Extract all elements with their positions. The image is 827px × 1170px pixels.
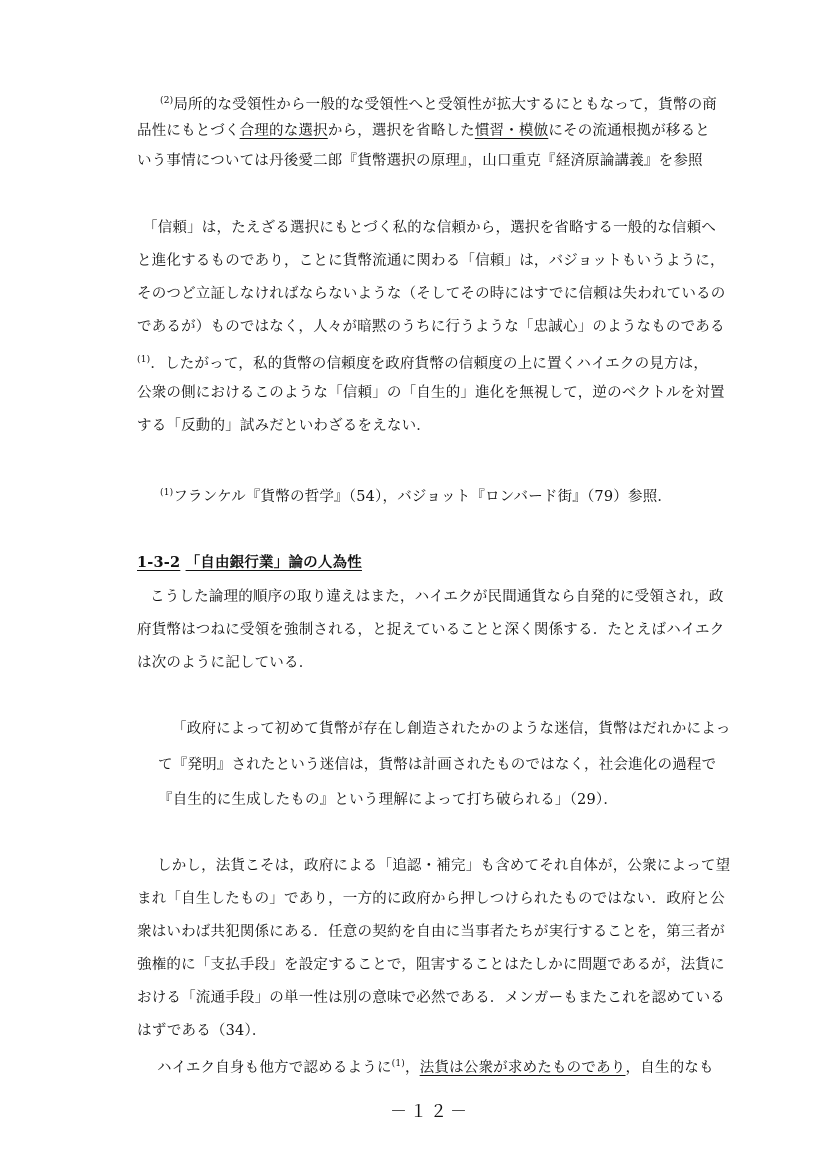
page-number: －１２－	[390, 1102, 470, 1122]
footnote-mark: (2)	[160, 96, 174, 106]
paragraph-line: そのつど立証しなければならないような（そしてその時にはすでに信頼は失われているの	[137, 286, 726, 302]
footnote-line: $^{(2)}$局所的な受領性から一般的な受領性へと受領性が拡大するにともなって，貨幣の商	[160, 96, 717, 113]
footnote-mark: (1)	[160, 488, 174, 498]
underlined-phrase: 法貨は公衆が求めたものであり	[419, 1060, 626, 1076]
paragraph-line: する「反動的」試みだといわざるをえない．	[137, 418, 431, 434]
quote-line: て『発明』されたという迷信は，貨幣は計画されたものではなく，社会進化の過程で	[158, 757, 717, 773]
paragraph-line: 強権的に「支払手段」を設定することで，阻害することはたしかに問題であるが，法貨に	[137, 957, 725, 973]
paragraph-line: こうした論理的順序の取り違えはまた，ハイエクが民間通貨なら自発的に受領され，政	[150, 589, 724, 605]
paragraph-line: 府貨幣はつねに受領を強制される，と捉えていることと深く関係する．たとえばハイエク	[137, 622, 725, 638]
underlined-phrase: 慣習・模倣	[474, 123, 549, 139]
section-number: 1-3-2	[137, 554, 181, 571]
paragraph-line: は次のように記している．	[137, 655, 314, 671]
paragraph-line: であるが）ものではなく，人々が暗黙のうちに行うような「忠誠心」のようなものである	[137, 319, 725, 335]
paragraph-line: 衆はいわば共犯関係にある．任意の契約を自由に当事者たちが実行することを，第三者が	[137, 924, 725, 940]
quote-line: 「政府によって初めて貨幣が存在し創造されたかのような迷信，貨幣はだれかによっ	[172, 721, 731, 737]
footnote-line: $^{(1)}$フランケル『貨幣の哲学』（54），バジョット『ロンバード街』（79）参照．	[160, 488, 673, 505]
paragraph-line: ハイエク自身も他方で認めるように$^{(1)}$，法貨は公衆が求めたものであり，自生的なも	[157, 1059, 714, 1076]
footnote-line: 品性にもとづく合理的な選択から，選択を省略した慣習・模倣にその流通根拠が移ると	[137, 123, 711, 139]
underlined-phrase: 合理的な選択	[239, 123, 328, 139]
paragraph-line: おける「流通手段」の単一性は別の意味で必然である．メンガーもまたこれを認めている	[137, 990, 725, 1006]
paragraph-line: 「信頼」は，たえざる選択にもとづく私的な信頼から，選択を省略する一般的な信頼へ	[143, 220, 717, 236]
paragraph-line: と進化するものであり，ことに貨幣流通に関わる「信頼」は，バジョットもいうように，	[137, 253, 725, 269]
paragraph-line: はずである（34）．	[137, 1023, 267, 1039]
paragraph-line: $^{(1)}$．したがって，私的貨幣の信頼度を政府貨幣の信頼度の上に置くハイエクの見方は，	[137, 355, 709, 372]
footnote-line: いう事情については丹後愛二郎『貨幣選択の原理』，山口重克『経済原論講義』を参照	[137, 153, 703, 169]
paragraph-line: しかし，法貨こそは，政府による「追認・補完」も含めてそれ自体が，公衆によって望	[157, 858, 731, 874]
paragraph-line: 公衆の側におけるこのような「信頼」の「自生的」進化を無視して，逆のベクトルを対置	[137, 385, 725, 401]
section-heading	[137, 554, 362, 572]
footnote-mark: (1)	[137, 355, 151, 365]
quote-line: 『自生的に生成したもの』という理解によって打ち破られる」（29）．	[158, 792, 619, 808]
paragraph-line: まれ「自生したもの」であり，一方的に政府から押しつけられたものではない．政府と公	[137, 891, 725, 907]
footnote-mark: (1)	[391, 1059, 405, 1069]
section-title: 「自由銀行業」論の人為性	[185, 554, 362, 571]
